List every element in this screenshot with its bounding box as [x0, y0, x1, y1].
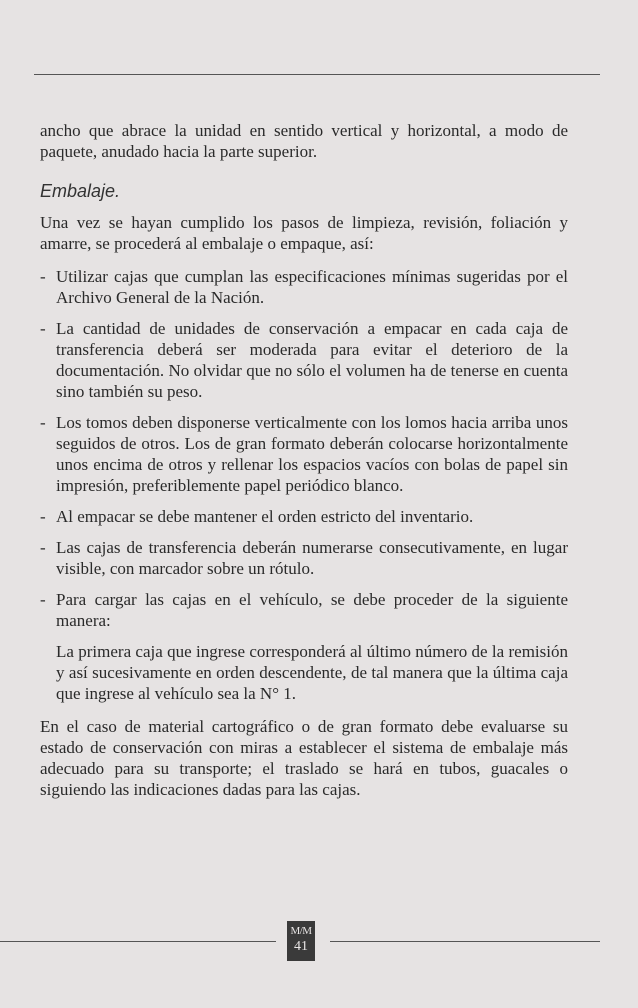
list-item-text: La cantidad de unidades de conservación a empacar en cada caja de transferencia deberá ser moderada para evitar el deterioro de la documentación. No olvidar que no sólo el volumen ha de tenerse en cuenta sino también su peso. — [56, 319, 568, 401]
section-title: Embalaje. — [40, 181, 121, 201]
list-item — [40, 537, 568, 579]
publisher-logo — [287, 921, 315, 961]
lead-paragraph: Una vez se hayan cumplido los pasos de limpieza, revisión, foliación y amarre, se procederá al embalaje o empaque, así: — [40, 213, 568, 253]
header-rule — [34, 74, 600, 75]
instruction-list — [40, 266, 568, 631]
closing-paragraph: En el caso de material cartográfico o de gran formato debe evaluarse su estado de conservación con miras a establecer el sistema de embalaje más adecuado para su transporte; el traslado se hará en tubos, guacales o siguiendo las indicaciones dadas para las cajas. — [40, 717, 568, 799]
list-item — [40, 589, 568, 631]
bullet-dash: - — [40, 413, 46, 432]
list-item — [40, 506, 568, 527]
bullet-dash: - — [40, 267, 46, 286]
intro-paragraph: ancho que abrace la unidad en sentido vertical y horizontal, a modo de paquete, anudado hacia la parte superior. — [40, 121, 568, 161]
list-item — [40, 412, 568, 496]
list-item-text: Utilizar cajas que cumplan las especificaciones mínimas sugeridas por el Archivo General de la Nación. — [56, 267, 568, 307]
list-item-text: Las cajas de transferencia deberán numerarse consecutivamente, en lugar visible, con marcador sobre un rótulo. — [56, 538, 568, 578]
footer-rule-right — [330, 941, 600, 942]
list-item-text: Al empacar se debe mantener el orden estricto del inventario. — [56, 507, 474, 526]
page-number: 41 — [294, 939, 308, 954]
page-content — [40, 120, 568, 812]
bullet-dash: - — [40, 319, 46, 338]
bullet-dash: - — [40, 538, 46, 557]
list-item — [40, 266, 568, 308]
list-item-text: Para cargar las cajas en el vehículo, se debe proceder de la siguiente manera: — [56, 590, 568, 630]
sub-paragraph: La primera caja que ingrese corresponderá al último número de la remisión y así sucesivamente en orden descendente, de tal manera que la última caja que ingrese al vehículo sea la N° 1. — [56, 642, 568, 703]
footer-rule-left — [0, 941, 276, 942]
list-item-text: Los tomos deben disponerse verticalmente con los lomos hacia arriba unos seguidos de otros. Los de gran formato deberán colocarse horizontalmente unos encima de otros y rellenar los espacios vacíos con bolas de papel sin impresión, preferiblemente papel periódico blanco. — [56, 413, 568, 495]
bullet-dash: - — [40, 590, 46, 609]
bullet-dash: - — [40, 507, 46, 526]
logo-text: M/M — [290, 925, 312, 937]
list-item — [40, 318, 568, 402]
